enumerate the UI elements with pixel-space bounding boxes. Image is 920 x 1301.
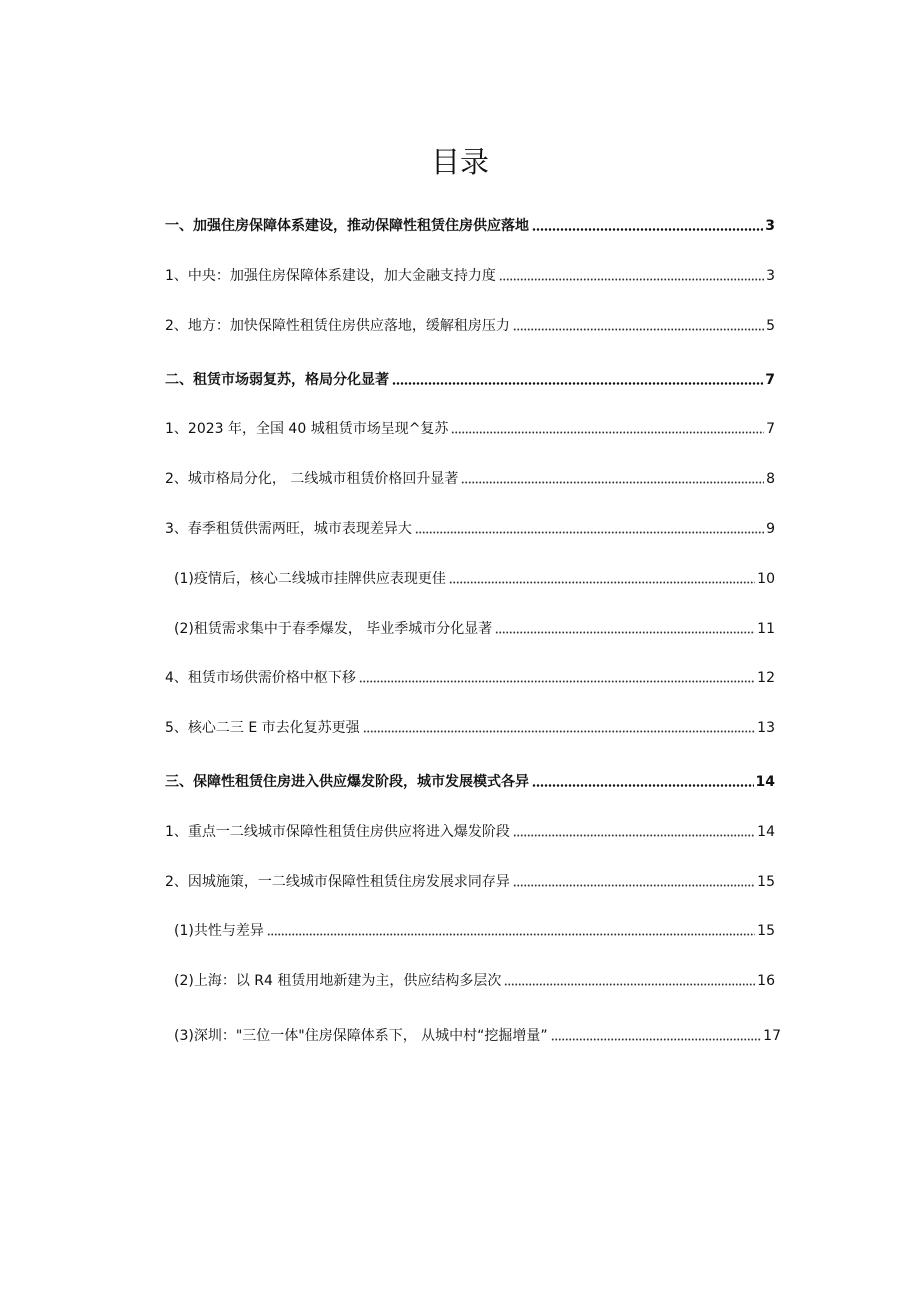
toc-entry-page: 7 — [765, 372, 775, 388]
toc-entry-text: 三、保障性租赁住房进入供应爆发阶段，城市发展模式各异 — [165, 774, 529, 790]
toc-entry-page: 3 — [765, 218, 775, 234]
dot-leader — [551, 1038, 762, 1041]
toc-entry-text: 一、加强住房保障体系建设，推动保障性租赁住房供应落地 — [165, 218, 529, 234]
toc-entry-page: 15 — [757, 874, 775, 890]
toc-entry-3-2-1[interactable] — [174, 918, 775, 940]
toc-entry-text: 二、租赁市场弱复苏，格局分化显著 — [165, 372, 389, 388]
toc-entry-3-1[interactable] — [165, 819, 775, 841]
toc-entry-text: 1、重点一二线城市保障性租赁住房供应将进入爆发阶段 — [165, 824, 510, 840]
toc-entry-page: 7 — [766, 421, 775, 437]
toc-entry-page: 9 — [766, 521, 775, 537]
toc-entry-page: 10 — [757, 571, 775, 587]
toc-entry-text: 4、租赁市场供需价格中枢下移 — [165, 670, 356, 686]
dot-leader — [499, 278, 764, 281]
dot-leader — [359, 680, 755, 683]
toc-entry-2-1[interactable] — [165, 416, 775, 438]
toc-entry-section-1[interactable] — [165, 213, 775, 235]
toc-entry-text: (2)上海：以 R4 租赁用地新建为主，供应结构多层次 — [174, 973, 502, 989]
toc-entry-text: 2、因城施策，一二线城市保障性租赁住房发展求同存异 — [165, 874, 510, 890]
toc-entry-2-2[interactable] — [165, 466, 775, 488]
toc-entry-page: 8 — [766, 471, 775, 487]
dot-leader — [513, 884, 755, 887]
toc-entry-page: 13 — [757, 720, 775, 736]
dot-leader — [392, 382, 763, 385]
toc-entry-page: 3 — [766, 268, 775, 284]
toc-entry-page: 15 — [757, 923, 775, 939]
toc-entry-section-3[interactable] — [165, 769, 775, 791]
toc-entry-2-5[interactable] — [165, 715, 775, 737]
toc-entry-page: 17 — [763, 1028, 781, 1044]
toc-entry-text: 2、地方：加快保障性租赁住房供应落地，缓解租房压力 — [165, 318, 510, 334]
toc-entry-text: 1、2023 年，全国 40 城租赁市场呈现^复苏 — [165, 421, 449, 437]
toc-entry-text: (3)深圳："三位一体"住房保障体系下， 从城中村“挖掘增量” — [174, 1028, 548, 1044]
toc-entry-2-3-2[interactable] — [174, 616, 775, 638]
dot-leader — [451, 431, 764, 434]
toc-entry-text: (1)共性与差异 — [174, 923, 264, 939]
dot-leader — [267, 933, 755, 936]
toc-entry-page: 14 — [757, 824, 775, 840]
toc-entry-page: 14 — [755, 774, 775, 790]
dot-leader — [513, 834, 755, 837]
toc-entry-page: 16 — [757, 973, 775, 989]
dot-leader — [532, 228, 763, 231]
toc-entry-3-2-2[interactable] — [174, 968, 775, 990]
dot-leader — [532, 784, 754, 787]
dot-leader — [513, 328, 764, 331]
dot-leader — [449, 581, 755, 584]
toc-entry-2-4[interactable] — [165, 665, 775, 687]
toc-entry-text: (2)租赁需求集中于春季爆发， 毕业季城市分化显著 — [174, 621, 493, 637]
toc-entry-3-2-3[interactable] — [174, 1023, 781, 1045]
dot-leader — [495, 631, 755, 634]
toc-entry-1-2[interactable] — [165, 313, 775, 335]
toc-entry-1-1[interactable] — [165, 263, 775, 285]
toc-entry-page: 5 — [766, 318, 775, 334]
toc-entry-page: 11 — [757, 621, 775, 637]
toc-entry-section-2[interactable] — [165, 367, 775, 389]
toc-entry-2-3[interactable] — [165, 516, 775, 538]
toc-entry-text: (1)疫情后，核心二线城市挂牌供应表现更佳 — [174, 571, 446, 587]
toc-entry-text: 1、中央：加强住房保障体系建设，加大金融支持力度 — [165, 268, 496, 284]
dot-leader — [461, 481, 764, 484]
toc-entry-2-3-1[interactable] — [174, 566, 775, 588]
toc-entry-text: 2、城市格局分化， 二线城市租赁价格回升显著 — [165, 471, 459, 487]
dot-leader — [504, 983, 755, 986]
toc-entry-text: 3、春季租赁供需两旺，城市表现差异大 — [165, 521, 412, 537]
dot-leader — [363, 730, 756, 733]
dot-leader — [415, 531, 764, 534]
page-title: 目录 — [430, 145, 489, 179]
toc-entry-text: 5、核心二三 E 市去化复苏更强 — [165, 720, 360, 736]
toc-entry-page: 12 — [757, 670, 775, 686]
toc-entry-3-2[interactable] — [165, 869, 775, 891]
